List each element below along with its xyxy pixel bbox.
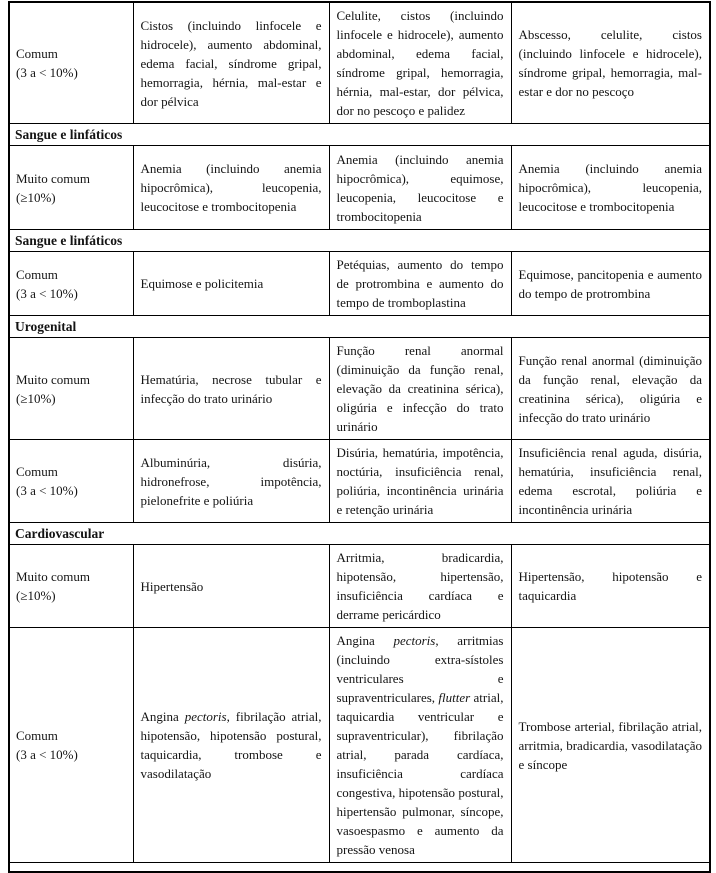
frequency-range: (≥10%)	[16, 189, 56, 205]
reaction-cell: Hipertensão	[133, 545, 329, 628]
reaction-cell: Cistos (incluindo linfocele e hidrocele), aumento abdominal, edema facial, síndrome gripal, hemorragia, hérnia, mal-estar e dor pélvica	[133, 2, 329, 124]
frequency-label: Muito comum	[16, 371, 91, 387]
section-header: Sangue e linfáticos	[9, 230, 710, 252]
frequency-cell	[9, 2, 133, 124]
section-header: Cardiovascular	[9, 523, 710, 545]
section-header-row	[9, 230, 710, 252]
section-header-row	[9, 523, 710, 545]
frequency-label: Comum	[16, 46, 58, 61]
reaction-cell: Abscesso, celulite, cistos (incluindo linfocele e hidrocele), síndrome gripal, hemorragia, mal-estar e dor no pescoço	[511, 2, 710, 124]
frequency-cell	[9, 628, 133, 863]
frequency-range: (≥10%)	[16, 390, 56, 406]
frequency-cell	[9, 545, 133, 628]
frequency-cell	[9, 440, 133, 523]
reaction-cell: Função renal anormal (diminuição da função renal, elevação da creatinina sérica), oligúria e infecção do trato urinário	[329, 338, 511, 440]
frequency-label: Comum	[16, 266, 58, 282]
frequency-cell	[9, 252, 133, 316]
frequency-cell	[9, 146, 133, 230]
reaction-cell: Disúria, hematúria, impotência, noctúria, insuficiência renal, poliúria, incontinência urinária e retenção urinária	[329, 440, 511, 523]
section-header: Sangue e linfáticos	[9, 124, 710, 146]
reaction-cell: Hipertensão, hipotensão e taquicardia	[511, 545, 710, 628]
frequency-label: Muito comum	[16, 170, 91, 186]
table-row	[9, 545, 710, 628]
text-segment: , fibrilação atrial, hipotensão, hipotensão postural, taquicardia, trombose e vasodilatação	[140, 709, 322, 781]
frequency-range: (3 a < 10%)	[16, 65, 78, 80]
reaction-cell: Albuminúria, disúria, hidronefrose, impotência, pielonefrite e poliúria	[133, 440, 329, 523]
document-page	[8, 1, 709, 873]
table-row	[9, 146, 710, 230]
reaction-cell: Trombose arterial, fibrilação atrial, arritmia, bradicardia, vasodilatação e síncope	[511, 628, 710, 863]
frequency-label: Comum	[16, 464, 58, 479]
reaction-cell: Celulite, cistos (incluindo linfocele e hidrocele), aumento abdominal, edema facial, síndrome gripal, hemorragia, hérnia, mal-estar, dor pélvica, dor no pescoço e palidez	[329, 2, 511, 124]
reaction-cell: Equimose, pancitopenia e aumento do tempo de protrombina	[511, 252, 710, 316]
partial-cell	[9, 863, 710, 872]
reaction-cell: Anemia (incluindo anemia hipocrômica), leucopenia, leucocitose e trombocitopenia	[511, 146, 710, 230]
text-segment: atrial, taquicardia ventricular e supraventricular), fibrilação atrial, parada cardíaca, insuficiência cardíaca congestiva, hipotensão postural, hipertensão pulmonar, síncope, vasoespasmo e aumento da pressão venosa	[336, 690, 504, 857]
reaction-cell: Petéquias, aumento do tempo de protrombina e aumento do tempo de tromboplastina	[329, 252, 511, 316]
reaction-cell: Equimose e policitemia	[133, 252, 329, 316]
section-header-row	[9, 124, 710, 146]
reaction-cell: Anemia (incluindo anemia hipocrômica), equimose, leucopenia, leucocitose e trombocitopenia	[329, 146, 511, 230]
frequency-range: (3 a < 10%)	[16, 285, 78, 301]
reaction-cell	[133, 628, 329, 863]
text-segment: Angina	[336, 633, 394, 648]
adverse-reactions-table	[8, 1, 711, 873]
reaction-cell: Hematúria, necrose tubular e infecção do trato urinário	[133, 338, 329, 440]
table-row	[9, 2, 710, 124]
frequency-cell	[9, 338, 133, 440]
italic-term: flutter	[438, 690, 471, 705]
frequency-range: (3 a < 10%)	[16, 747, 78, 762]
italic-term: pectoris	[184, 709, 227, 724]
partial-row	[9, 863, 710, 872]
reaction-cell: Insuficiência renal aguda, disúria, hematúria, insuficiência renal, edema escrotal, poliúria e incontinência urinária	[511, 440, 710, 523]
section-header-row	[9, 316, 710, 338]
frequency-range: (≥10%)	[16, 588, 56, 603]
table-row	[9, 440, 710, 523]
table-row	[9, 252, 710, 316]
reaction-cell: Arritmia, bradicardia, hipotensão, hipertensão, insuficiência cardíaca e derrame pericárdico	[329, 545, 511, 628]
reaction-cell: Função renal anormal (diminuição da função renal, elevação da creatinina sérica), oligúria e infecção do trato urinário	[511, 338, 710, 440]
text-segment: , arritmias (incluindo extra-sístoles ventriculares e supraventriculares,	[336, 633, 504, 705]
frequency-label: Comum	[16, 728, 58, 743]
section-header: Urogenital	[9, 316, 710, 338]
frequency-range: (3 a < 10%)	[16, 483, 78, 498]
text-segment: Angina	[140, 709, 185, 724]
table-row	[9, 338, 710, 440]
reaction-cell	[329, 628, 511, 863]
frequency-label: Muito comum	[16, 569, 91, 584]
reaction-cell: Anemia (incluindo anemia hipocrômica), leucopenia, leucocitose e trombocitopenia	[133, 146, 329, 230]
italic-term: pectoris	[393, 633, 436, 648]
table-row	[9, 628, 710, 863]
